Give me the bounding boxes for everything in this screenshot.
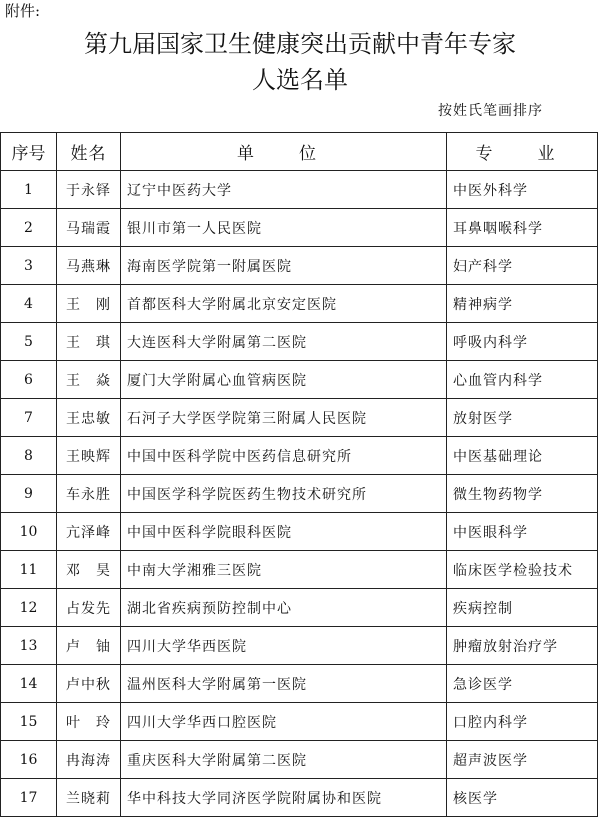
cell-specialty: 中医眼科学	[447, 513, 598, 551]
cell-name: 于永铎	[57, 171, 121, 209]
column-header-specialty: 专 业	[447, 133, 598, 171]
table-row	[1, 437, 598, 475]
attachment-label: 附件:	[5, 2, 41, 20]
table-row	[1, 323, 598, 361]
cell-specialty: 心血管内科学	[447, 361, 598, 399]
cell-unit: 中国中医科学院眼科医院	[121, 513, 447, 551]
cell-index: 12	[1, 589, 57, 627]
cell-unit: 银川市第一人民医院	[121, 209, 447, 247]
cell-unit: 辽宁中医药大学	[121, 171, 447, 209]
cell-name: 王 焱	[57, 361, 121, 399]
cell-specialty: 精神病学	[447, 285, 598, 323]
table-row	[1, 551, 598, 589]
table-row	[1, 779, 598, 817]
cell-unit: 厦门大学附属心血管病医院	[121, 361, 447, 399]
cell-index: 14	[1, 665, 57, 703]
cell-specialty: 肿瘤放射治疗学	[447, 627, 598, 665]
table-row	[1, 513, 598, 551]
column-header-name: 姓名	[57, 133, 121, 171]
cell-name: 亢泽峰	[57, 513, 121, 551]
table-row	[1, 285, 598, 323]
column-header-unit: 单 位	[121, 133, 447, 171]
cell-specialty: 口腔内科学	[447, 703, 598, 741]
cell-unit: 海南医学院第一附属医院	[121, 247, 447, 285]
table-header-row	[1, 133, 598, 171]
cell-index: 15	[1, 703, 57, 741]
table-row	[1, 703, 598, 741]
table-row	[1, 209, 598, 247]
cell-name: 王映辉	[57, 437, 121, 475]
cell-name: 兰晓莉	[57, 779, 121, 817]
cell-unit: 四川大学华西口腔医院	[121, 703, 447, 741]
sort-note: 按姓氏笔画排序	[438, 103, 543, 119]
cell-specialty: 中医基础理论	[447, 437, 598, 475]
cell-index: 7	[1, 399, 57, 437]
cell-name: 占发先	[57, 589, 121, 627]
cell-unit: 石河子大学医学院第三附属人民医院	[121, 399, 447, 437]
cell-specialty: 核医学	[447, 779, 598, 817]
table-row	[1, 627, 598, 665]
cell-name: 王 刚	[57, 285, 121, 323]
cell-index: 2	[1, 209, 57, 247]
cell-specialty: 临床医学检验技术	[447, 551, 598, 589]
cell-specialty: 急诊医学	[447, 665, 598, 703]
cell-index: 4	[1, 285, 57, 323]
cell-name: 车永胜	[57, 475, 121, 513]
cell-name: 冉海涛	[57, 741, 121, 779]
cell-name: 卢中秋	[57, 665, 121, 703]
cell-specialty: 超声波医学	[447, 741, 598, 779]
cell-name: 马燕琳	[57, 247, 121, 285]
cell-unit: 首都医科大学附属北京安定医院	[121, 285, 447, 323]
cell-index: 16	[1, 741, 57, 779]
table-row	[1, 475, 598, 513]
cell-specialty: 微生物药物学	[447, 475, 598, 513]
cell-name: 邓 昊	[57, 551, 121, 589]
table-row	[1, 399, 598, 437]
cell-specialty: 放射医学	[447, 399, 598, 437]
cell-name: 叶 玲	[57, 703, 121, 741]
cell-name: 王忠敏	[57, 399, 121, 437]
table-row	[1, 741, 598, 779]
cell-index: 8	[1, 437, 57, 475]
cell-unit: 温州医科大学附属第一医院	[121, 665, 447, 703]
cell-index: 9	[1, 475, 57, 513]
cell-unit: 中国医学科学院医药生物技术研究所	[121, 475, 447, 513]
table-row	[1, 589, 598, 627]
cell-specialty: 中医外科学	[447, 171, 598, 209]
cell-index: 13	[1, 627, 57, 665]
cell-index: 3	[1, 247, 57, 285]
cell-specialty: 妇产科学	[447, 247, 598, 285]
table-row	[1, 665, 598, 703]
cell-unit: 华中科技大学同济医学院附属协和医院	[121, 779, 447, 817]
table-row	[1, 247, 598, 285]
document-title: 第九届国家卫生健康突出贡献中青年专家	[84, 30, 516, 58]
column-header-index: 序号	[1, 133, 57, 171]
cell-specialty: 耳鼻咽喉科学	[447, 209, 598, 247]
cell-index: 11	[1, 551, 57, 589]
cell-unit: 湖北省疾病预防控制中心	[121, 589, 447, 627]
cell-index: 1	[1, 171, 57, 209]
cell-name: 卢 铀	[57, 627, 121, 665]
cell-name: 王 琪	[57, 323, 121, 361]
cell-index: 5	[1, 323, 57, 361]
cell-unit: 中国中医科学院中医药信息研究所	[121, 437, 447, 475]
document-subtitle: 人选名单	[252, 66, 348, 94]
cell-unit: 中南大学湘雅三医院	[121, 551, 447, 589]
cell-unit: 大连医科大学附属第二医院	[121, 323, 447, 361]
cell-unit: 重庆医科大学附属第二医院	[121, 741, 447, 779]
cell-unit: 四川大学华西医院	[121, 627, 447, 665]
expert-list-table	[0, 132, 598, 817]
cell-name: 马瑞霞	[57, 209, 121, 247]
cell-index: 6	[1, 361, 57, 399]
table-row	[1, 361, 598, 399]
cell-index: 10	[1, 513, 57, 551]
table-row	[1, 171, 598, 209]
cell-index: 17	[1, 779, 57, 817]
cell-specialty: 疾病控制	[447, 589, 598, 627]
cell-specialty: 呼吸内科学	[447, 323, 598, 361]
